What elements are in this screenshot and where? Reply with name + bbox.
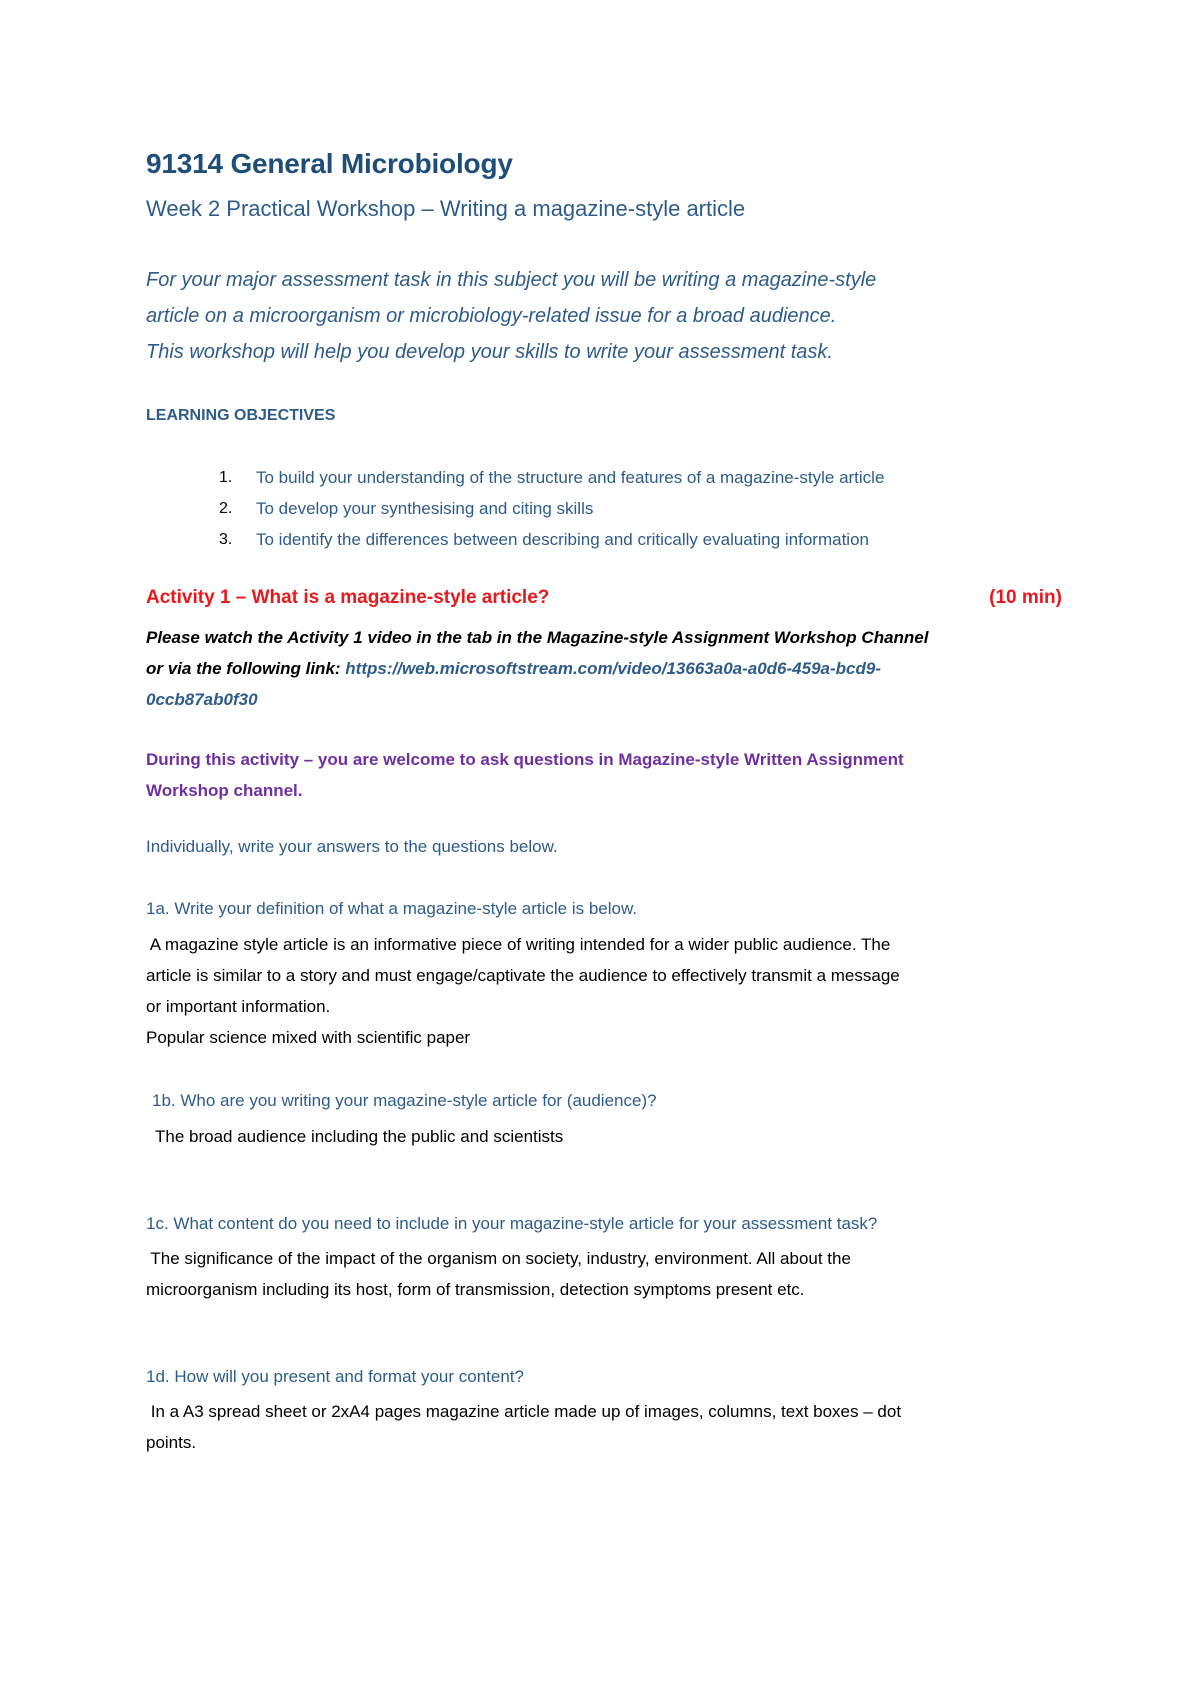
answer-line: points. (146, 1433, 197, 1452)
watch-line-prefix: or via the following link: (146, 659, 346, 678)
list-number: 1. (219, 469, 233, 486)
intro-paragraph (146, 262, 876, 370)
answer-line: A magazine style article is an informative piece of writing intended for a wider public audience. The (146, 935, 891, 954)
note-line: Workshop channel. (146, 781, 303, 800)
answer-line: or important information. (146, 997, 331, 1016)
course-title: 91314 General Microbiology (146, 148, 513, 179)
list-number: 2. (219, 500, 233, 517)
answer-line: The broad audience including the public and scientists (155, 1127, 564, 1146)
activity-duration: (10 min) (989, 587, 1062, 608)
question-1d: 1d. How will you present and format your content? (146, 1367, 524, 1386)
video-link-continued[interactable]: 0ccb87ab0f30 (146, 690, 258, 709)
question-1a: 1a. Write your definition of what a magazine-style article is below. (146, 899, 638, 918)
list-item (146, 524, 1046, 555)
answer-line: article is similar to a story and must engage/captivate the audience to effectively transmit a message (146, 966, 900, 985)
learning-objectives-list (146, 462, 1046, 555)
watch-line (146, 653, 928, 684)
answer-1b (155, 1121, 563, 1152)
learning-objectives-heading: LEARNING OBJECTIVES (146, 407, 336, 424)
workshop-subtitle: Week 2 Practical Workshop – Writing a magazine-style article (146, 196, 746, 221)
watch-line: Please watch the Activity 1 video in the tab in the Magazine-style Assignment Workshop Channel (146, 628, 929, 647)
answer-line: In a A3 spread sheet or 2xA4 pages magazine article made up of images, columns, text boxes – dot (146, 1402, 902, 1421)
answer-line: The significance of the impact of the organism on society, industry, environment. All about the (146, 1249, 851, 1268)
answer-1d (146, 1396, 901, 1458)
answer-line: Popular science mixed with scientific paper (146, 1028, 471, 1047)
list-item (146, 462, 1046, 493)
intro-line: For your major assessment task in this subject you will be writing a magazine-style (146, 269, 877, 291)
during-activity-note (146, 744, 904, 806)
question-1b: 1b. Who are you writing your magazine-style article for (audience)? (152, 1091, 657, 1110)
individual-instruction: Individually, write your answers to the questions below. (146, 837, 558, 856)
activity-1-heading (146, 587, 1062, 609)
question-1c: 1c. What content do you need to include in your magazine-style article for your assessment task? (146, 1214, 878, 1233)
answer-line: microorganism including its host, form of transmission, detection symptoms present etc. (146, 1280, 805, 1299)
video-link[interactable]: https://web.microsoftstream.com/video/13663a0a-a0d6-459a-bcd9- (345, 659, 881, 678)
list-item-text: To identify the differences between describing and critically evaluating information (256, 530, 869, 549)
intro-line: article on a microorganism or microbiology-related issue for a broad audience. (146, 305, 837, 327)
note-line: During this activity – you are welcome to ask questions in Magazine-style Written Assignment (146, 750, 904, 769)
list-item-text: To develop your synthesising and citing skills (256, 499, 594, 518)
answer-1c (146, 1243, 851, 1305)
answer-1a (146, 929, 900, 1053)
list-item (146, 493, 1046, 524)
intro-line: This workshop will help you develop your skills to write your assessment task. (146, 341, 833, 363)
activity-title: Activity 1 – What is a magazine-style article? (146, 587, 550, 608)
list-number: 3. (219, 531, 233, 548)
watch-instructions (146, 622, 928, 715)
list-item-text: To build your understanding of the structure and features of a magazine-style article (256, 468, 885, 487)
